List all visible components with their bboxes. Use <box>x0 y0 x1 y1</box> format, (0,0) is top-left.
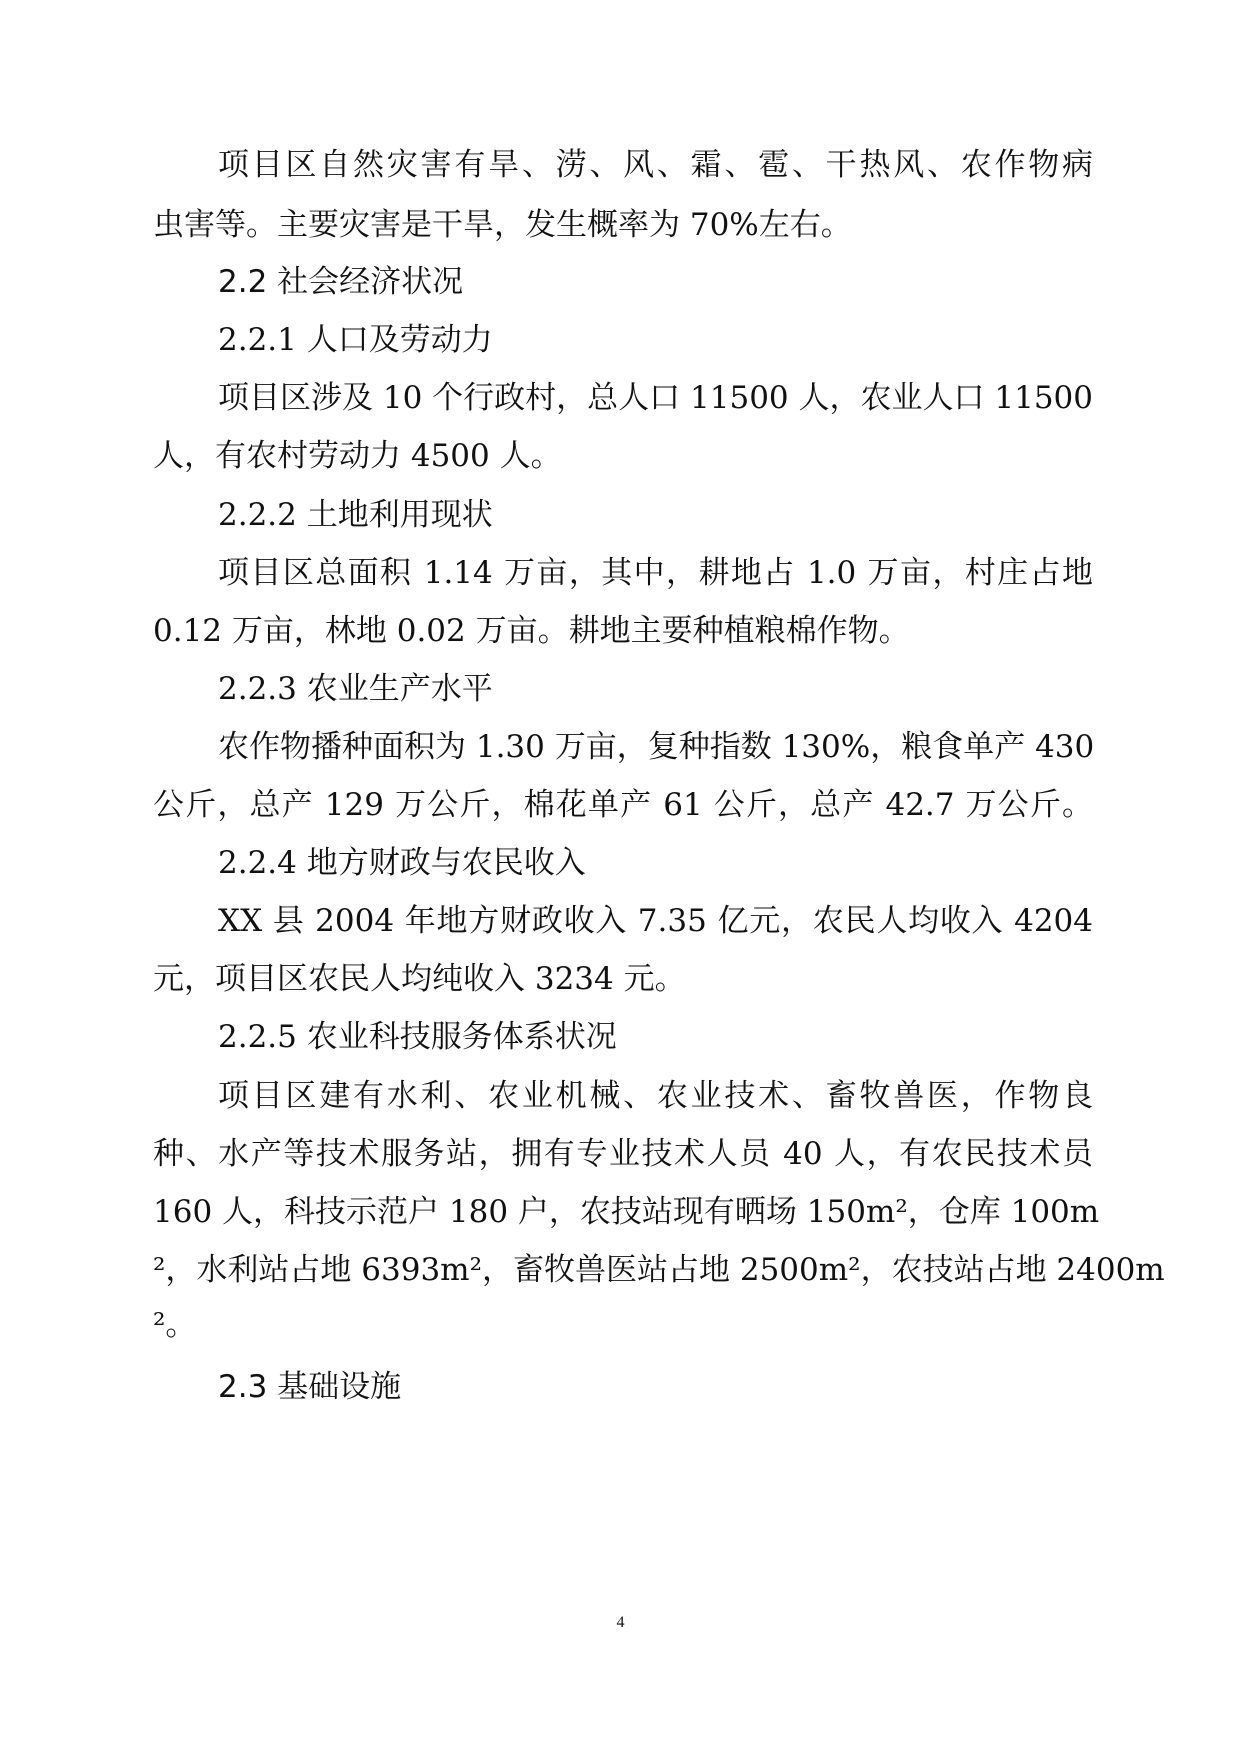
paragraph-services-line-2: 种、水产等技术服务站，拥有专业技术人员 40 人，有农民技术员 <box>153 1136 1093 1172</box>
paragraph-natural-disasters-line-2: 虫害等。主要灾害是干旱，发生概率为 70%左右。 <box>153 207 852 243</box>
paragraph-population-line-1: 项目区涉及 10 个行政村，总人口 11500 人，农业人口 11500 <box>218 380 1093 416</box>
subsection-heading-2-2-1: 2.2.1 人口及劳动力 <box>218 322 493 358</box>
paragraph-services-line-1: 项目区建有水利、农业机械、农业技术、畜牧兽医，作物良 <box>218 1078 1093 1114</box>
subsection-heading-2-2-3: 2.2.3 农业生产水平 <box>218 671 493 707</box>
paragraph-services-line-3: 160 人，科技示范户 180 户，农技站现有晒场 150m²，仓库 100m <box>153 1194 1100 1230</box>
paragraph-land-use-line-1: 项目区总面积 1.14 万亩，其中，耕地占 1.0 万亩，村庄占地 <box>218 555 1093 591</box>
paragraph-production-line-2: 公斤，总产 129 万公斤，棉花单产 61 公斤，总产 42.7 万公斤。 <box>153 787 1093 823</box>
page-number: 4 <box>616 1614 625 1631</box>
paragraph-services-line-4: ²，水利站占地 6393m²，畜牧兽医站占地 2500m²，农技站占地 2400m <box>153 1252 1165 1288</box>
section-heading-2-2: 2.2 社会经济状况 <box>218 264 464 300</box>
subsection-heading-2-2-4: 2.2.4 地方财政与农民收入 <box>218 845 586 881</box>
paragraph-production-line-1: 农作物播种面积为 1.30 万亩，复种指数 130%，粮食单产 430 <box>218 729 1095 765</box>
paragraph-finance-line-2: 元，项目区农民人均纯收入 3234 元。 <box>153 961 686 997</box>
paragraph-finance-line-1: XX 县 2004 年地方财政收入 7.35 亿元，农民人均收入 4204 <box>218 903 1093 939</box>
paragraph-natural-disasters-line-1: 项目区自然灾害有旱、涝、风、霜、雹、干热风、农作物病 <box>218 147 1093 183</box>
subsection-heading-2-2-5: 2.2.5 农业科技服务体系状况 <box>218 1019 617 1055</box>
paragraph-services-line-5: ²。 <box>153 1307 197 1343</box>
section-heading-2-3: 2.3 基础设施 <box>218 1369 402 1405</box>
paragraph-land-use-line-2: 0.12 万亩，林地 0.02 万亩。耕地主要种植粮棉作物。 <box>153 613 910 649</box>
subsection-heading-2-2-2: 2.2.2 土地利用现状 <box>218 497 493 533</box>
paragraph-population-line-2: 人，有农村劳动力 4500 人。 <box>153 438 562 474</box>
